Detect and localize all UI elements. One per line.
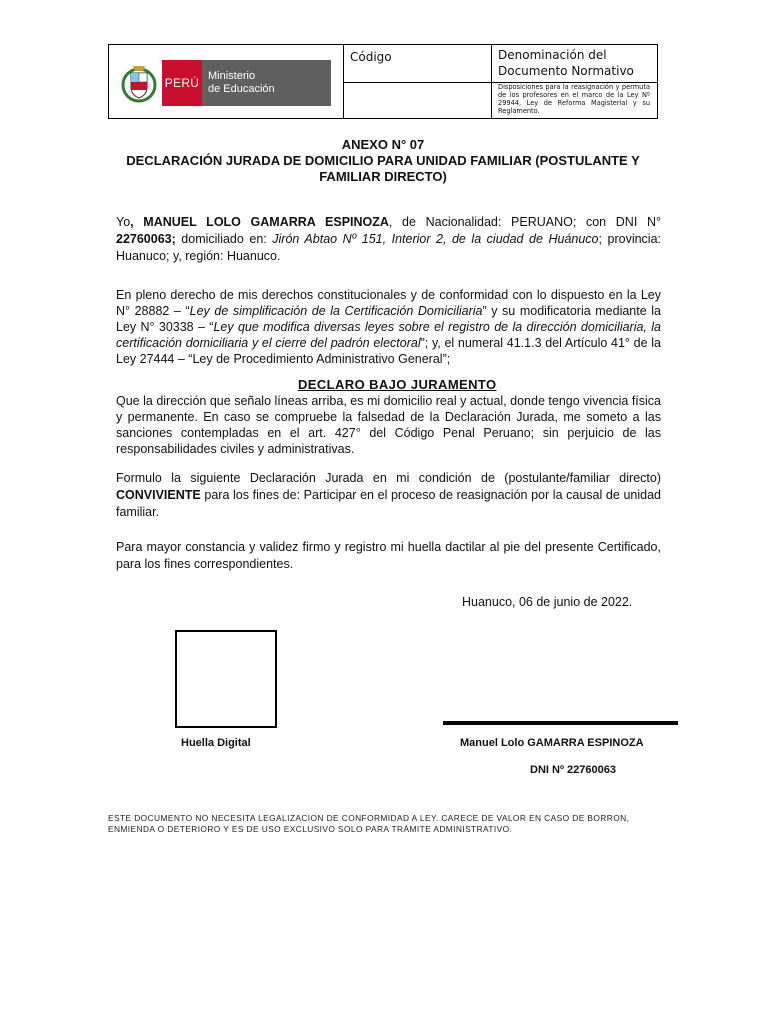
codigo-header: Código <box>350 50 392 64</box>
text-nationality: , de Nacionalidad: PERUANO; con DNI N° <box>388 215 661 229</box>
paragraph-declaration: Que la dirección que señalo líneas arriba, es mi domicilio real y actual, donde tengo vivencia física y permanente. En caso se compruebe la falsedad de la Declaración Jurada, me someto a las sanciones contempladas en el art. 427° del Código Penal Peruano; sin perjuicio de las responsabilidades civiles y administrativas. <box>116 394 661 456</box>
declarant-address: Jirón Abtao Nº 151, Interior 2, de la ciudad de Huánuco <box>272 232 599 246</box>
law-28882-title: Ley de simplificación de la Certificación Domiciliaria <box>189 304 483 318</box>
peru-label: PERÚ <box>162 60 202 106</box>
denominacion-text: Disposiciones para la reasignación y permuta de los profesores en el marco de la Ley Nº 29944, Ley de Reforma Magisterial y su Reglamento. <box>498 83 650 115</box>
signer-dni: DNI Nº 22760063 <box>530 764 616 776</box>
ministry-line-1: Ministerio <box>208 70 256 82</box>
condition-value: CONVIVIENTE <box>116 488 201 502</box>
legal-text-a: En pleno derecho de mis derechos constitucionales y de conformidad con lo dispuesto en la Ley N° 28882 – “ <box>116 288 661 318</box>
footer-line-1: ESTE DOCUMENTO NO NECESITA LEGALIZACION DE CONFORMIDAD A LEY. CARECE DE VALOR EN CASO DE BORRON, <box>108 813 630 823</box>
declarant-name: , MANUEL LOLO GAMARRA ESPINOZA <box>130 215 389 229</box>
declaration-heading: DECLARO BAJO JURAMENTO <box>298 377 497 392</box>
paragraph-identity <box>116 214 661 265</box>
coat-of-arms-icon <box>120 62 158 104</box>
annex-title: ANEXO N° 07 <box>341 137 425 152</box>
law-30338-title: Ley que modifica diversas leyes sobre el registro de la dirección domiciliaria, la certificación domiciliaria y el cierre del padrón electoral <box>116 320 661 350</box>
ministry-label <box>202 60 331 106</box>
document-date: Huanuco, 06 de junio de 2022. <box>462 595 633 609</box>
footer-line-2: ENMIENDA O DETERIORO Y ES DE USO EXCLUSIVO SOLO PARA TRÁMITE ADMINISTRATIVO. <box>108 824 513 834</box>
paragraph-closing: Para mayor constancia y validez firmo y registro mi huella dactilar al pie del presente Certificado, para los fines correspondientes. <box>116 540 661 571</box>
fingerprint-box <box>175 630 277 728</box>
condition-text-a: Formulo la siguiente Declaración Jurada en mi condición de (postulante/familiar directo) <box>116 471 661 485</box>
text-domiciled: domiciliado en: <box>175 232 273 246</box>
ministry-line-2: de Educación <box>208 83 275 95</box>
denominacion-header: Denominación del Documento Normativo <box>498 48 634 78</box>
signer-name: Manuel Lolo GAMARRA ESPINOZA <box>460 737 644 749</box>
legal-text-b: ” y su modificatoria mediante la Ley N° 30338 – “ <box>116 304 661 334</box>
condition-text-b: para los fines de: Participar en el proceso de reasignación por la causal de unidad familiar. <box>116 488 661 519</box>
signature-line <box>443 721 678 725</box>
text-province-region: ; provincia: Huanuco; y, región: Huanuco. <box>116 232 661 263</box>
declarant-dni: 22760063; <box>116 232 176 246</box>
paragraph-legal-basis <box>116 287 661 367</box>
legal-text-c: ”; y, el numeral 41.1.3 del Artículo 41° de la Ley 27444 – “Ley de Procedimiento Administrativo General”; <box>116 336 661 366</box>
minedu-logo <box>120 60 331 106</box>
footer-disclaimer <box>108 813 648 835</box>
paragraph-condition <box>116 470 661 521</box>
document-title: DECLARACIÓN JURADA DE DOMICILIO PARA UNIDAD FAMILIAR (POSTULANTE Y FAMILIAR DIRECTO) <box>126 153 640 184</box>
fingerprint-label: Huella Digital <box>181 737 251 749</box>
text-yo: Yo <box>116 215 131 229</box>
